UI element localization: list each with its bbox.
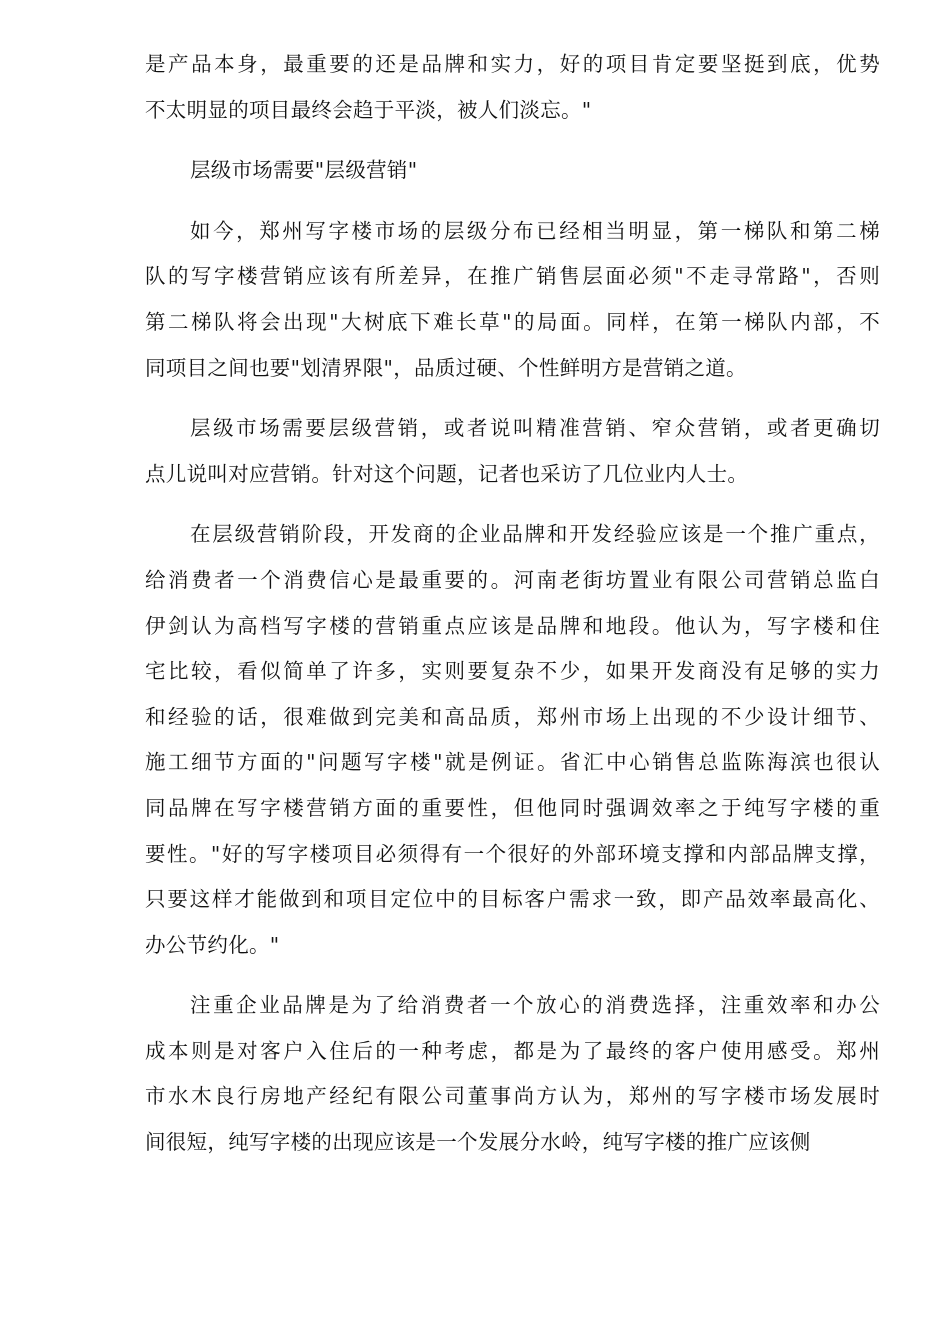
- text-line: 市水木良行房地产经纪有限公司董事尚方认为，郑州的写字楼市场发展时: [145, 1084, 880, 1109]
- text-line: 间很短，纯写字楼的出现应该是一个发展分水岭，纯写字楼的推广应该侧: [145, 1130, 811, 1155]
- paragraph-gap: [145, 133, 880, 148]
- text-line: 层级市场需要层级营销，或者说叫精准营销、窄众营销，或者更确切: [190, 416, 880, 441]
- text-line: 点儿说叫对应营销。针对这个问题，记者也采访了几位业内人士。: [145, 461, 749, 486]
- text-line: 是产品本身，最重要的还是品牌和实力，好的项目肯定要坚挺到底，优势: [145, 52, 880, 76]
- paragraph-gap: [145, 391, 880, 406]
- text-line: 队的写字楼营销应该有所差异，在推广销售层面必须"不走寻常路"，否则: [145, 264, 880, 289]
- text-line: 要性。"好的写字楼项目必须得有一个很好的外部环境支撑和内部品牌支撑，: [145, 841, 880, 866]
- text-line: 不太明显的项目最终会趋于平淡，被人们淡忘。": [145, 97, 592, 122]
- text-line: 同项目之间也要"划清界限"，品质过硬、个性鲜明方是营销之道。: [145, 355, 747, 380]
- text-line: 办公节约化。": [145, 932, 280, 957]
- paragraph: [145, 209, 880, 391]
- text-line: 在层级营销阶段，开发商的企业品牌和开发经验应该是一个推广重点，: [190, 522, 880, 547]
- paragraph: [145, 42, 880, 133]
- paragraph-gap: [145, 194, 880, 209]
- text-line: 成本则是对客户入住后的一种考虑，都是为了最终的客户使用感受。郑州: [145, 1038, 880, 1063]
- paragraph: [145, 406, 880, 497]
- text-line: 只要这样才能做到和项目定位中的目标客户需求一致，即产品效率最高化、: [145, 887, 880, 912]
- paragraph-gap: [145, 497, 880, 512]
- text-line: 和经验的话，很难做到完美和高品质，郑州市场上出现的不少设计细节、: [145, 704, 880, 729]
- text-line: 伊剑认为高档写字楼的营销重点应该是品牌和地段。他认为，写字楼和住: [145, 613, 880, 638]
- text-line: 第二梯队将会出现"大树底下难长草"的局面。同样，在第一梯队内部，不: [145, 309, 880, 334]
- text-line: 给消费者一个消费信心是最重要的。河南老街坊置业有限公司营销总监白: [145, 567, 880, 592]
- text-line: 宅比较，看似简单了许多，实则要复杂不少，如果开发商没有足够的实力: [145, 659, 880, 684]
- paragraph: [145, 983, 880, 1165]
- text-line: 如今，郑州写字楼市场的层级分布已经相当明显，第一梯队和第二梯: [190, 218, 880, 243]
- paragraph: [145, 148, 880, 194]
- article-body: [145, 42, 880, 1166]
- text-line: 层级市场需要"层级营销": [190, 158, 418, 183]
- text-line: 注重企业品牌是为了给消费者一个放心的消费选择，注重效率和办公: [190, 993, 880, 1018]
- text-line: 施工细节方面的"问题写字楼"就是例证。省汇中心销售总监陈海滨也很认: [145, 750, 880, 775]
- paragraph: [145, 512, 880, 968]
- paragraph-gap: [145, 968, 880, 983]
- text-line: 同品牌在写字楼营销方面的重要性，但他同时强调效率之于纯写字楼的重: [145, 795, 880, 820]
